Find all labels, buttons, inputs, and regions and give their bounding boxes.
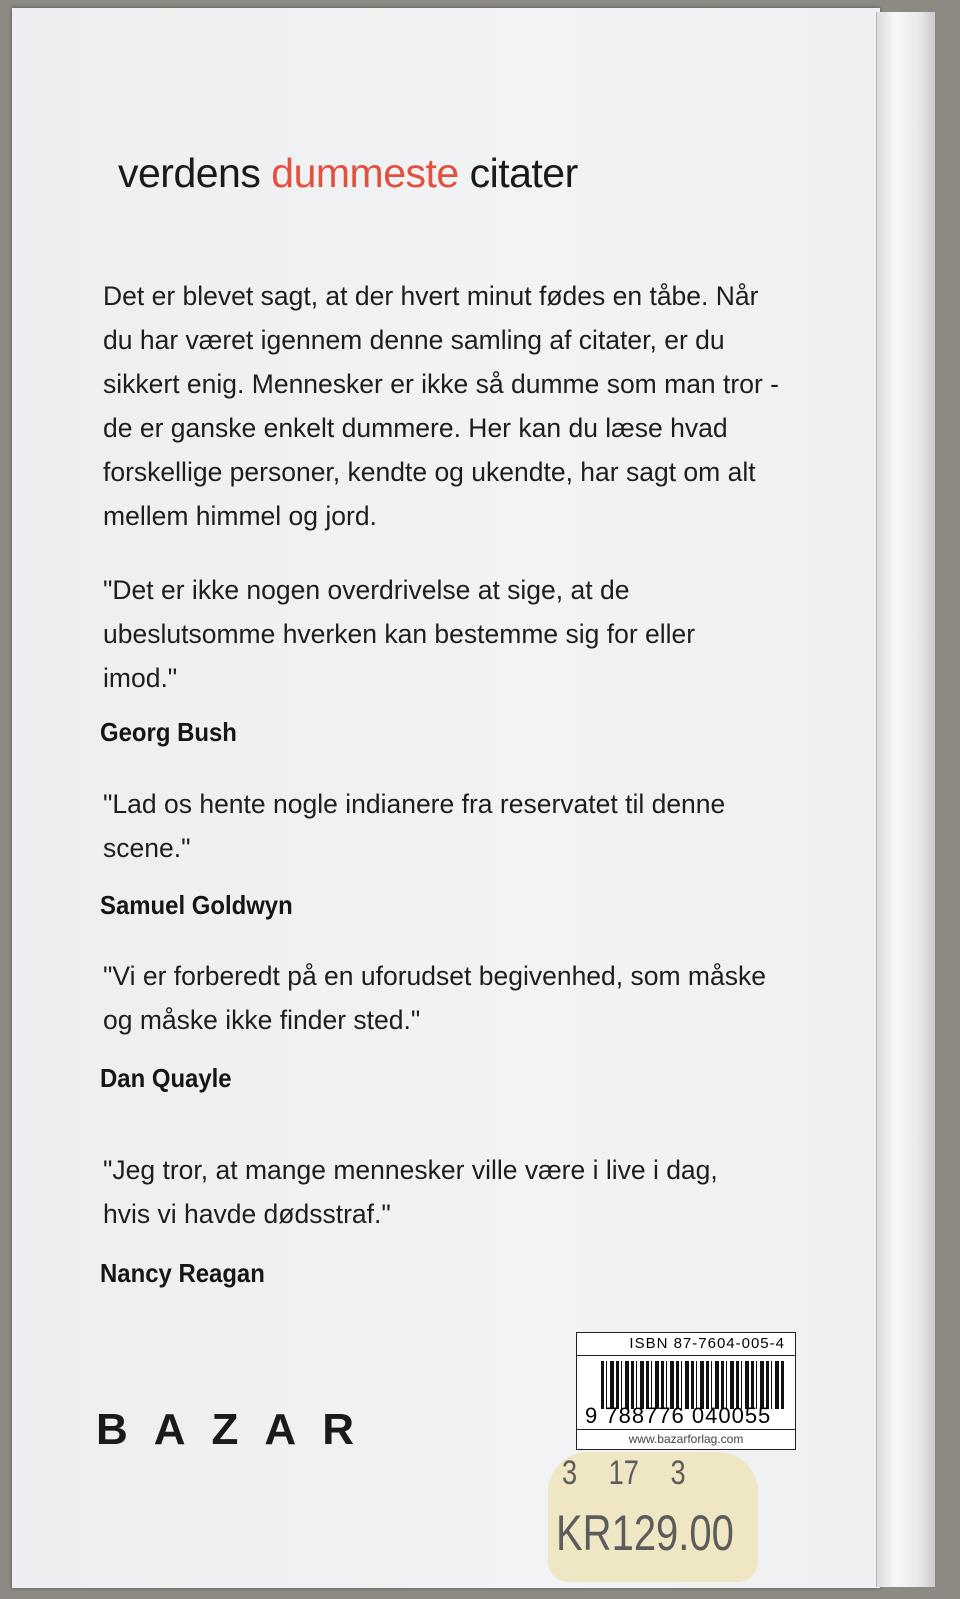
- blurb: Det er blevet sagt, at der hvert minut fødes en tåbe. Når du har været igennem denne samling af citater, er du sikkert enig. Mennesker er ikke så dumme som man tror - de er ganske enkelt dummere. Her kan du læse hvad forskellige personer, kendte og ukendte, har sagt om alt mellem himmel og jord.: [103, 281, 779, 531]
- sticker-price: KR129.00: [556, 1505, 734, 1561]
- quote-text: "Lad os hente nogle indianere fra reservatet til denne scene.": [103, 789, 726, 863]
- isbn-number: ISBN 87-7604-005-4: [577, 1333, 795, 1356]
- quote-author: Dan Quayle: [100, 1063, 232, 1093]
- publisher-logo: BAZAR: [96, 1405, 380, 1454]
- title-highlight: dummeste: [271, 150, 459, 196]
- price-sticker: [548, 1452, 758, 1582]
- quote-text: "Jeg tror, at mange mennesker ville være i live i dag, hvis vi havde dødsstraf.": [103, 1155, 718, 1229]
- quote-author: Nancy Reagan: [100, 1258, 265, 1288]
- quote-author: Samuel Goldwyn: [100, 890, 293, 920]
- quote-text: "Det er ikke nogen overdrivelse at sige, at de ubeslutsomme hverken kan bestemme sig for eller imod.": [103, 575, 696, 693]
- sticker-code: 3 17 3: [562, 1454, 686, 1492]
- quote-text: "Vi er forberedt på en uforudset begivenhed, som måske og måske ikke finder sted.": [103, 961, 766, 1035]
- barcode-box: [576, 1332, 796, 1450]
- book-spine: [876, 12, 935, 1587]
- barcode: [601, 1361, 786, 1409]
- publisher-url: www.bazarforlag.com: [577, 1429, 795, 1446]
- ean-number: 9 788776 040055: [585, 1403, 772, 1428]
- title-part2: citater: [469, 150, 578, 196]
- book-title: [118, 150, 578, 197]
- title-part1: verdens: [118, 150, 261, 196]
- quote-author: Georg Bush: [100, 717, 237, 747]
